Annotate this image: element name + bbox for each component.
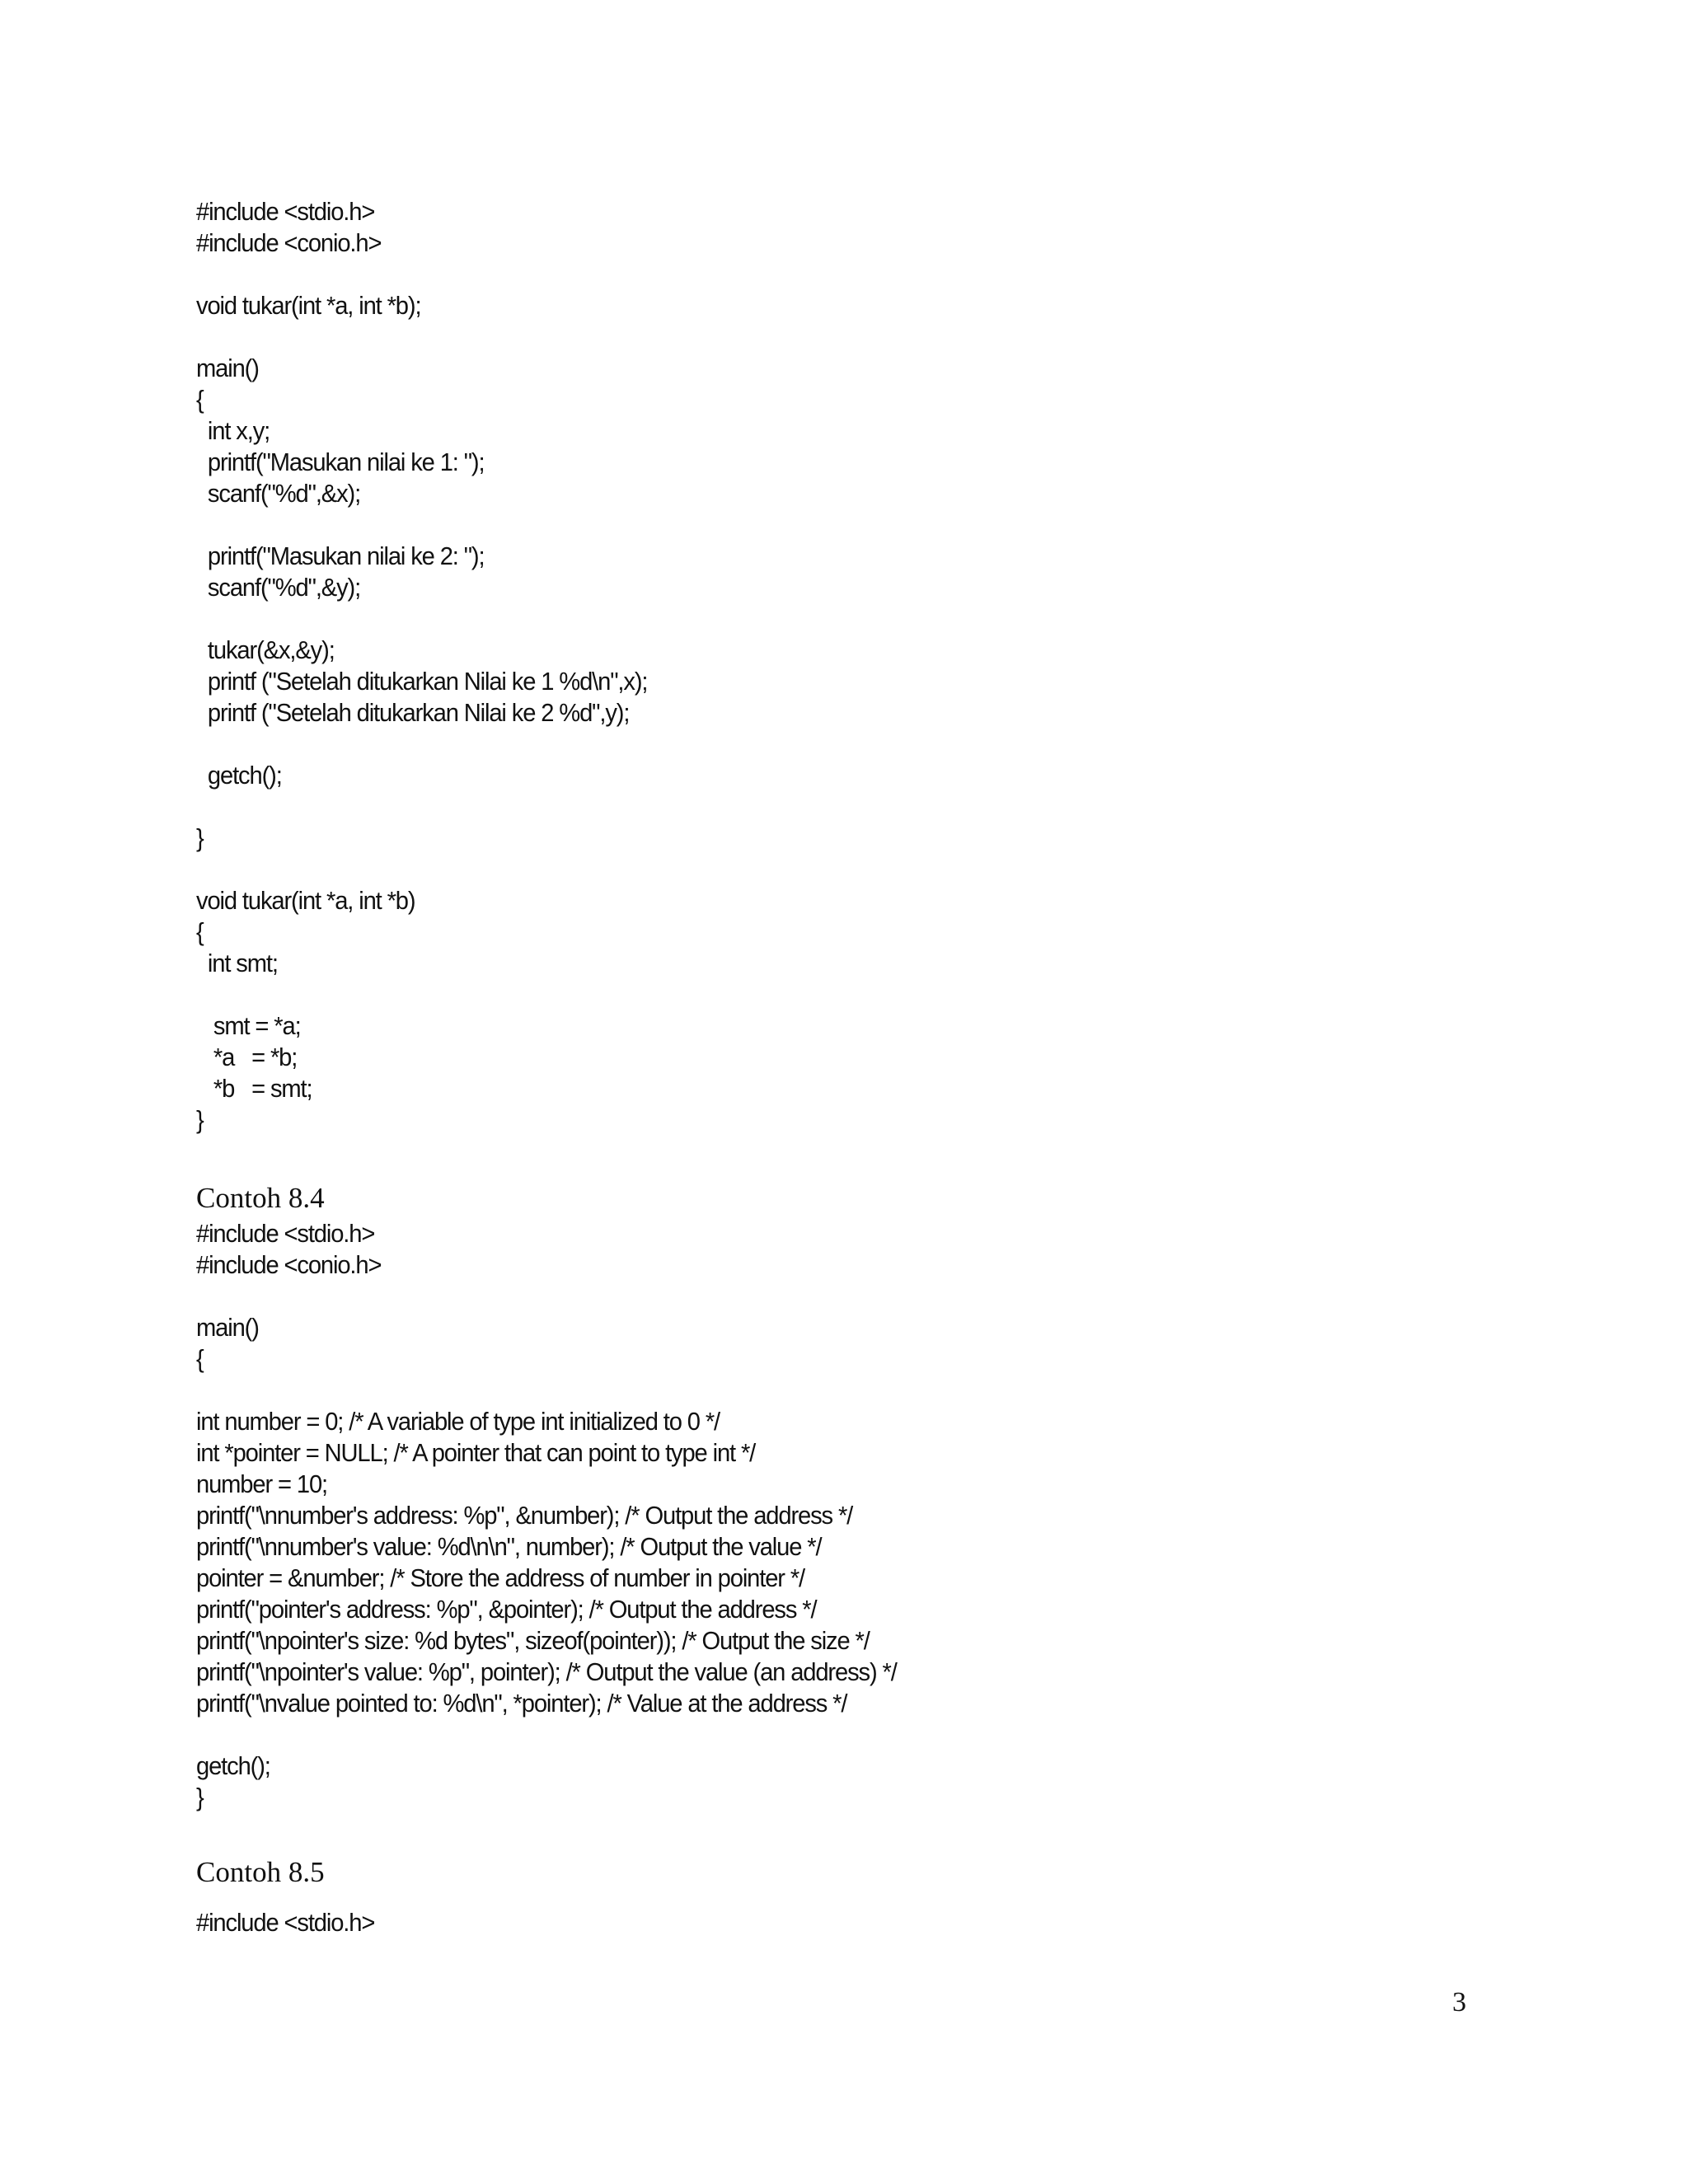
page-number: 3 <box>1452 1987 1466 2018</box>
code-listing-contoh-8-5: #include <stdio.h> <box>196 1908 375 1937</box>
heading-contoh-8-4: Contoh 8.4 <box>196 1182 325 1214</box>
code-listing-pointer: #include <stdio.h> #include <conio.h> main() { int number = 0; /* A variable of type int initialized to 0 */ int *pointer = NULL; /* A pointer that can point to type int */ number = 10; printf("\nnumber's address: %p", &number); /* Output the address */ printf("\nnumber's value: %d\n\n", number); /* Output the value */ pointer = &number; /* Store the address of number in pointer */ printf("pointer's address: %p", &pointer); /* Output the address */ printf("\npointer's size: %d bytes", sizeof(pointer)); /* Output the size */ printf("\npointer's value: %p", pointer); /* Output the value (an address) */ printf("\nvalue pointed to: %d\n", *pointer); /* Value at the address */ getch(); } <box>196 1219 897 1811</box>
heading-contoh-8-5: Contoh 8.5 <box>196 1856 325 1888</box>
code-listing-tukar: #include <stdio.h> #include <conio.h> void tukar(int *a, int *b); main() { int x,y; printf("Masukan nilai ke 1: "); scanf("%d",&x); printf("Masukan nilai ke 2: "); scanf("%d",&y); tukar(&x,&y); printf ("Setelah ditukarkan Nilai ke 1 %d\n",x); printf ("Setelah ditukarkan Nilai ke 2 %d",y); getch(); } void tukar(int *a, int *b) { int smt; smt = *a; *a = *b; *b = smt; } <box>196 197 648 1134</box>
